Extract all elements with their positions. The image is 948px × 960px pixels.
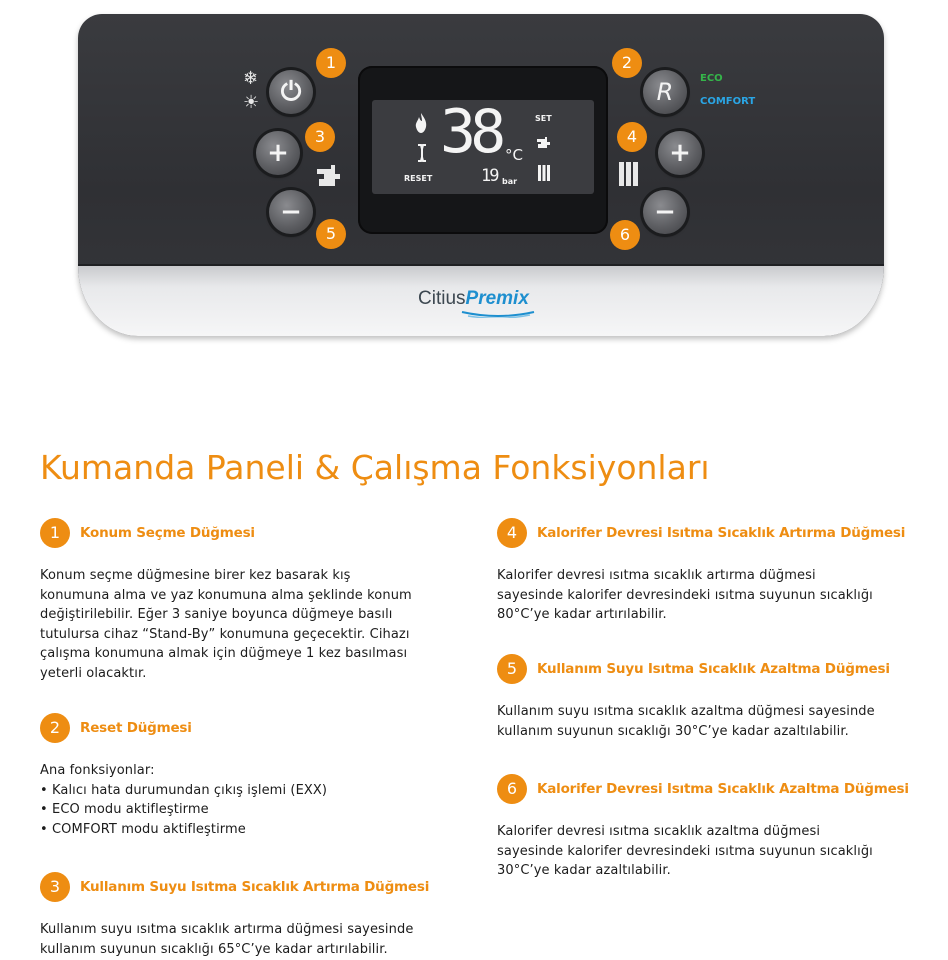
section-title: Kullanım Suyu Isıtma Sıcaklık Artırma Düğmesi [80,879,430,895]
section-3 [40,872,470,959]
badge-2: 2 [612,48,642,78]
tap-icon [314,164,342,192]
power-mode-button[interactable]: ⏻ [269,70,313,114]
section-1 [40,518,470,683]
body-line: yeterli olacaktır. [40,665,147,681]
heating-plus-button[interactable]: + [658,131,702,175]
radiator-icon [537,164,551,186]
section-number: 5 [497,654,527,684]
badge-3: 3 [305,122,335,152]
logo-swoosh [460,310,536,318]
body-line: Kullanım suyu ısıtma sıcaklık artırma düğmesi sayesinde [40,922,414,937]
dhw-minus-button[interactable]: − [269,190,313,234]
section-title: Reset Düğmesi [80,720,192,736]
body-line: Kalorifer devresi ısıtma sıcaklık azaltma düğmesi [497,824,821,839]
temperature-unit: °C [505,146,523,164]
body-line: 80°C’ye kadar artırılabilir. [497,607,667,622]
reset-indicator: RESET [404,174,433,183]
section-number: 1 [40,518,70,548]
pressure-unit: bar [502,177,518,186]
comfort-label: COMFORT [700,96,756,107]
body-line: Kalorifer devresi ısıtma sıcaklık artırma düğmesi [497,568,816,583]
section-body [40,761,470,839]
body-line: • Kalıcı hata durumundan çıkış işlemi (EXX) [40,782,328,798]
wrench-icon [416,144,428,166]
body-line: konumuna alma ve yaz konumuna alma şeklinde konum [40,587,412,603]
section-title: Kullanım Suyu Isıtma Sıcaklık Azaltma Düğmesi [537,661,890,677]
section-body [497,566,927,625]
section-5 [497,654,927,741]
sun-icon: ☀ [243,92,260,113]
body-line: tutulursa cihaz “Stand-By” konumuna geçecektir. Cihazı [40,626,410,642]
badge-4: 4 [617,122,647,152]
section-title: Kalorifer Devresi Isıtma Sıcaklık Azaltma Düğmesi [537,781,909,797]
brand-logo [418,288,529,310]
body-line: kullanım suyunun sıcaklığı 65°C’ye kadar artırılabilir. [40,941,388,957]
brand-part1: Citius [418,288,466,309]
body-line: kullanım suyunun sıcaklığı 30°C’ye kadar azaltılabilir. [497,723,849,739]
heating-minus-button[interactable]: − [643,190,687,234]
tap-icon [535,136,551,154]
section-number: 6 [497,774,527,804]
flame-icon [414,112,428,138]
section-number: 4 [497,518,527,548]
section-6 [497,774,927,881]
snowflake-icon: ❄ [243,68,259,89]
body-line: • COMFORT modu aktifleştirme [40,821,246,837]
section-body [497,702,927,741]
temperature-readout: 38 [440,97,501,167]
body-line: sayesinde kalorifer devresindeki ısıtma suyunun sıcaklığı [497,587,873,603]
reset-button[interactable]: R [643,70,687,114]
body-line: Ana fonksiyonlar: [40,763,155,778]
dhw-plus-button[interactable]: + [256,131,300,175]
page-title: Kumanda Paneli & Çalışma Fonksiyonları [40,448,710,487]
badge-6: 6 [610,220,640,250]
section-body [40,920,470,959]
section-2 [40,713,470,839]
section-body [497,822,927,881]
section-number: 3 [40,872,70,902]
section-body [40,566,470,683]
badge-5: 5 [316,219,346,249]
section-4 [497,518,927,625]
badge-1: 1 [316,48,346,78]
set-indicator: SET [535,114,552,123]
body-line: sayesinde kalorifer devresindeki ısıtma suyunun sıcaklığı [497,843,873,859]
body-line: • ECO modu aktifleştirme [40,802,209,817]
body-line: 30°C’ye kadar azaltılabilir. [497,863,671,878]
section-number: 2 [40,713,70,743]
pressure-readout: 19 [481,166,498,186]
radiator-icon [618,160,644,192]
body-line: Konum seçme düğmesine birer kez basarak kış [40,568,351,583]
section-title: Kalorifer Devresi Isıtma Sıcaklık Artırma Düğmesi [537,525,906,541]
body-line: değiştirilebilir. Eğer 3 saniye boyunca düğmeye basılı [40,607,393,622]
body-line: çalışma konumuna almak için düğmeye 1 kez basılması [40,646,408,661]
brand-part2: Premix [465,288,529,309]
section-title: Konum Seçme Düğmesi [80,525,255,541]
eco-label: ECO [700,73,723,84]
body-line: Kullanım suyu ısıtma sıcaklık azaltma düğmesi sayesinde [497,704,875,719]
